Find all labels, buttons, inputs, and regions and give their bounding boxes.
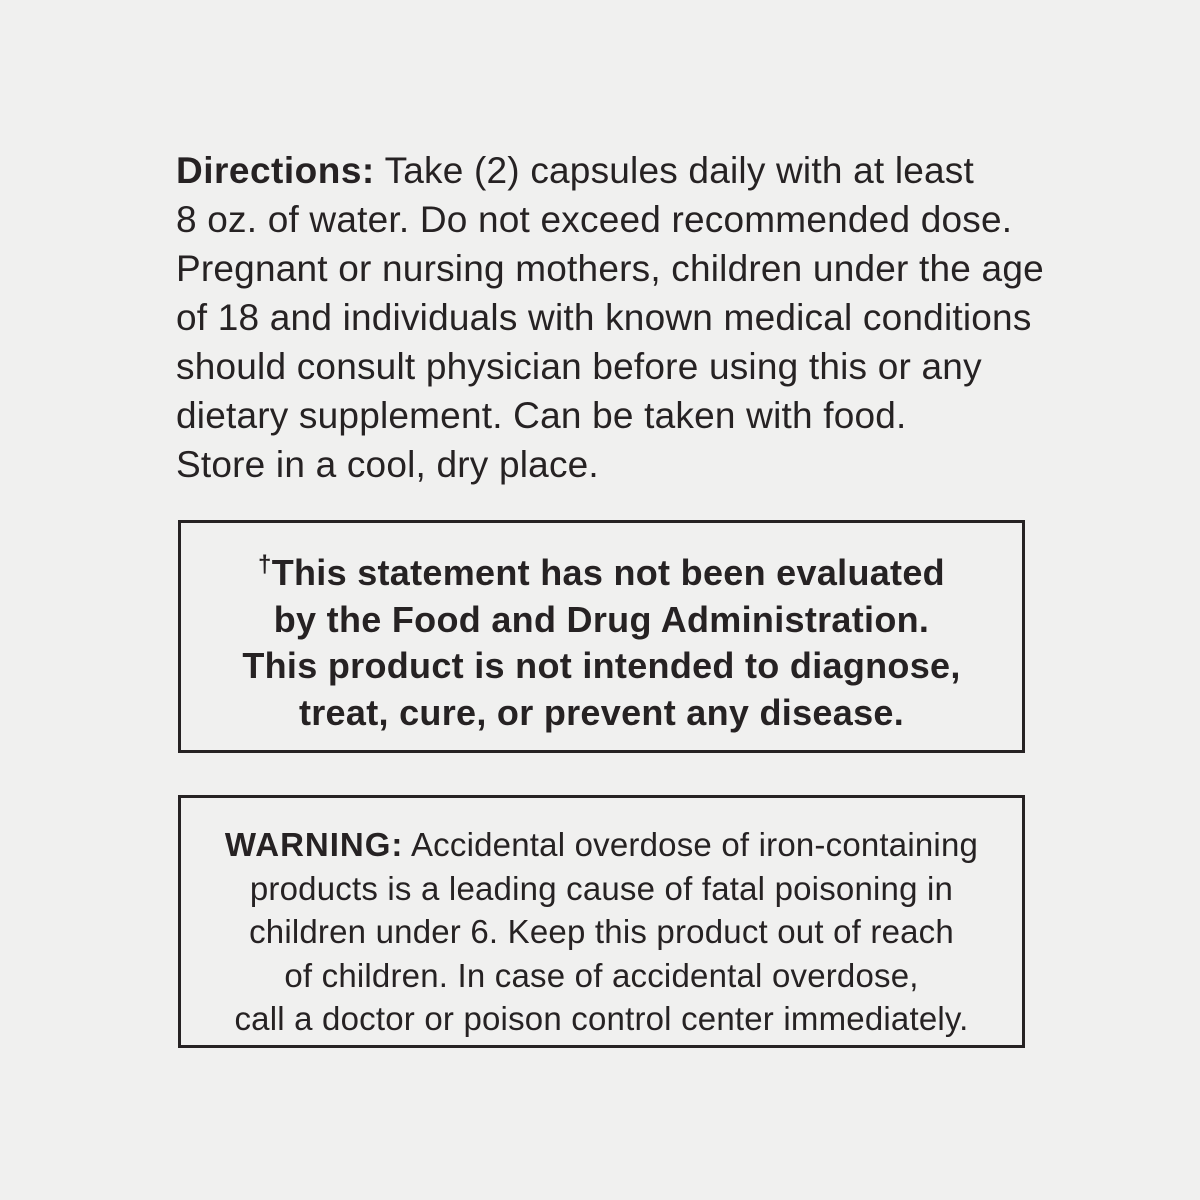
warning-line: of children. In case of accidental overdose, <box>284 956 919 994</box>
directions-label: Directions: <box>176 150 375 191</box>
directions-line: of 18 and individuals with known medical conditions <box>176 297 1032 338</box>
directions-line: dietary supplement. Can be taken with food. <box>176 395 907 436</box>
warning-line <box>181 823 1022 867</box>
directions-line: Pregnant or nursing mothers, children under the age <box>176 248 1044 289</box>
warning-line: products is a leading cause of fatal poisoning in <box>249 869 954 907</box>
warning-line: children under 6. Keep this product out of reach <box>249 913 954 950</box>
directions-line: should consult physician before using this or any <box>176 346 982 387</box>
disclaimer-line: This product is not intended to diagnose, <box>242 645 961 686</box>
fda-disclaimer-box <box>178 520 1025 753</box>
directions-line: Store in a cool, dry place. <box>176 444 599 485</box>
directions-line: 8 oz. of water. Do not exceed recommended dose. <box>176 199 1013 240</box>
warning-line-text: Accidental overdose of iron-containing <box>410 826 979 863</box>
disclaimer-line <box>181 550 1022 597</box>
directions-line-text: Take (2) capsules daily with at least <box>384 150 974 191</box>
directions-paragraph <box>176 146 1076 489</box>
iron-warning-box <box>178 795 1025 1048</box>
dagger-symbol: † <box>258 551 272 578</box>
disclaimer-line: treat, cure, or prevent any disease. <box>298 691 905 733</box>
directions-line <box>176 146 1076 195</box>
disclaimer-line: by the Food and Drug Administration. <box>273 598 930 640</box>
warning-label: WARNING: <box>224 826 404 863</box>
disclaimer-line-text: This statement has not been evaluated <box>271 552 945 593</box>
warning-line: call a doctor or poison control center immediately. <box>234 1000 969 1037</box>
